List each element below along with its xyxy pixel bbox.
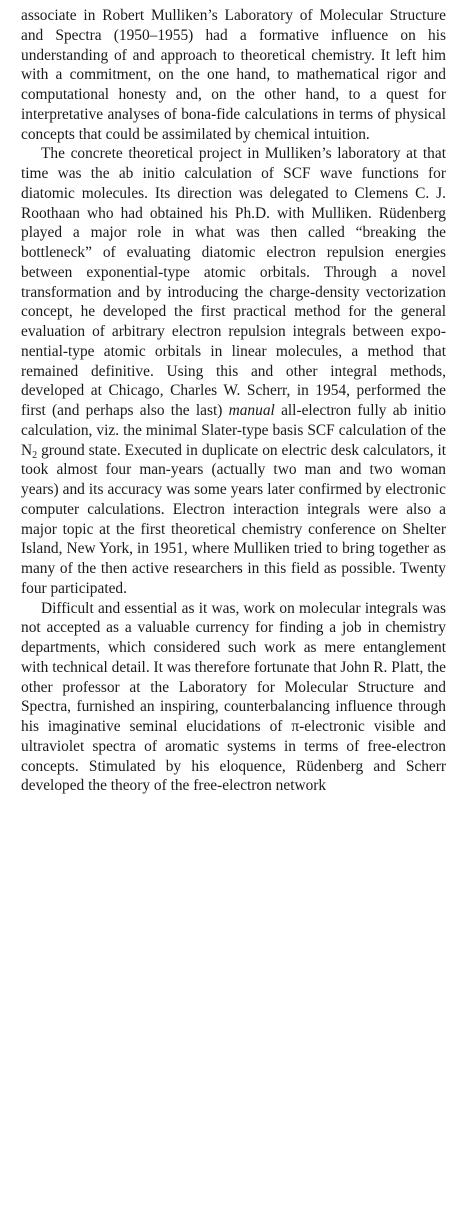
paragraph-2-text-a: The concrete theoretical project in Mulliken’s laboratory at that time was the ab initio calculation of SCF wave functions for diatomic molecules. Its direction was delegated to Clemens C. J. Roothaan who had obtained his Ph.D. with Mulliken. Rüdenberg played a major role in what was then called “breaking the bottleneck” of evaluating diatomic electron repulsion energies between exponential-type atomic orbitals. Through a novel transformation and by introducing the charge-density vectorization concept, he developed the first practical method for the general evaluation of arbitrary electron repulsion integrals between exponential-type atomic orbitals in linear molecules, a method that remained definitive. Using this and other integral methods, developed at Chicago, Charles W. Scherr, in 1954, performed the first (and perhaps also the last): [21, 145, 446, 419]
emphasis-manual: manual: [228, 402, 275, 419]
paragraph-2: [21, 144, 446, 598]
paragraph-2-text-c: ground state. Executed in duplicate on electric desk calculators, it took almost four man-years (actually two man and two woman years) and its accuracy was some years later confirmed by electronic computer calculations. Electron interaction integrals were also a major topic at the first theoretical chemistry conference on Shelter Island, New York, in 1951, where Mulliken tried to bring together as many of the then active researchers in this field as possible. Twenty four participated.: [21, 441, 446, 597]
subscript-2: 2: [32, 449, 38, 461]
paragraph-1: [21, 6, 446, 144]
paragraph-1-text: associate in Robert Mulliken’s Laboratory of Molecular Structure and Spectra (1950–1955) had a formative influence on his understanding of and approach to theoretical chemistry. It left him with a commitment, on the one hand, to mathematical rigor and computational honesty and, on the other hand, to a quest for interpretative analyses of bona-fide calculations in terms of physical concepts that could be assimilated by chemical intuition.: [21, 7, 446, 143]
paragraph-3: [21, 599, 446, 797]
article-page: [21, 6, 446, 796]
paragraph-3-text: Difficult and essential as it was, work on molecular integrals was not accepted as a valuable currency for finding a job in chemistry departments, which considered such work as mere entanglement with technical detail. It was therefore fortunate that John R. Platt, the other professor at the Laboratory for Molecular Structure and Spectra, furnished an inspiring, counterbalancing influence through his imaginative seminal elucidations of π-electronic visible and ultraviolet spectra of aromatic systems in terms of free-electron concepts. Stimulated by his eloquence, Rüdenberg and Scherr developed the theory of the free-electron network: [21, 599, 446, 795]
paragraph-2-text-b: all-electron fully ab initio calculation, viz. the minimal Slater-type basis SCF calculation of the N: [21, 402, 446, 459]
